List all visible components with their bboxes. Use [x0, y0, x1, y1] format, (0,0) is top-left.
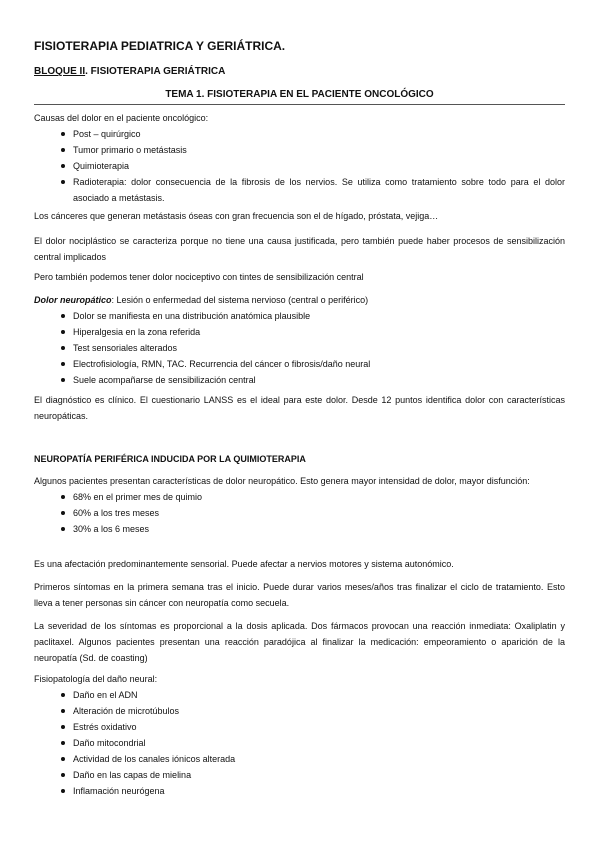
list-item: Daño en las capas de mielina — [34, 767, 565, 783]
list-item: 68% en el primer mes de quimio — [34, 489, 565, 505]
incidence-list — [34, 489, 565, 537]
list-item: Tumor primario o metástasis — [34, 142, 565, 158]
paragraph-nociplastic: El dolor nociplástico se caracteriza porque no tiene una causa justificada, pero también puede haber procesos de sensibilización central implicados — [34, 236, 565, 262]
list-item: 30% a los 6 meses — [34, 521, 565, 537]
pathophysiology-list — [34, 687, 565, 799]
list-item: Daño en el ADN — [34, 687, 565, 703]
causes-section — [34, 110, 565, 206]
list-item: Daño mitocondrial — [34, 735, 565, 751]
list-item: Post – quirúrgico — [34, 126, 565, 142]
list-item: Suele acompañarse de sensibilización central — [34, 372, 565, 388]
pathophysiology-section — [34, 671, 565, 799]
list-item: 60% a los tres meses — [34, 505, 565, 521]
neuropathic-definition: : Lesión o enfermedad del sistema nervioso (central o periférico) — [111, 295, 369, 305]
cipn-intro: Algunos pacientes presentan características de dolor neuropático. Esto genera mayor intensidad de dolor, mayor disfunción: — [34, 476, 530, 486]
list-item: Hiperalgesia en la zona referida — [34, 324, 565, 340]
section-heading: NEUROPATÍA PERIFÉRICA INDUCIDA POR LA QUIMIOTERAPIA — [34, 454, 306, 464]
paragraph-symptoms: Primeros síntomas en la primera semana tras el inicio. Puede durar varios meses/años tras finalizar el ciclo de tratamiento. Esto lleva a tener personas sin cáncer con neuropatía como secuela. — [34, 582, 565, 608]
list-item: Actividad de los canales iónicos alterada — [34, 751, 565, 767]
heading-rule — [34, 104, 565, 105]
paragraph-sensory: Es una afectación predominantemente sensorial. Puede afectar a nervios motores y sistema autonómico. — [34, 559, 454, 569]
causes-intro: Causas del dolor en el paciente oncológico: — [34, 113, 209, 123]
list-item: Alteración de microtúbulos — [34, 703, 565, 719]
document-title: FISIOTERAPIA PEDIATRICA Y GERIÁTRICA. — [34, 39, 286, 53]
causes-list — [34, 126, 565, 206]
list-item: Radioterapia: dolor consecuencia de la fibrosis de los nervios. Se utiliza como tratamiento sobre todo para el dolor asociado a metástasis. — [34, 174, 565, 206]
topic-heading: TEMA 1. FISIOTERAPIA EN EL PACIENTE ONCOLÓGICO — [165, 89, 434, 100]
block-label: BLOQUE II — [34, 66, 86, 77]
block-title: . FISIOTERAPIA GERIÁTRICA — [85, 66, 226, 77]
list-item: Estrés oxidativo — [34, 719, 565, 735]
cipn-section — [34, 473, 565, 537]
neuropathic-term: Dolor neuropático — [34, 295, 112, 305]
list-item: Electrofisiología, RMN, TAC. Recurrencia del cáncer o fibrosis/daño neural — [34, 356, 565, 372]
paragraph-diagnosis: El diagnóstico es clínico. El cuestionario LANSS es el ideal para este dolor. Desde 12 puntos identifica dolor con características neuropáticas. — [34, 395, 565, 421]
neuropathic-section — [34, 292, 565, 388]
paragraph-nociceptive: Pero también podemos tener dolor nociceptivo con tintes de sensibilización central — [34, 272, 364, 282]
list-item: Inflamación neurógena — [34, 783, 565, 799]
list-item: Dolor se manifiesta en una distribución anatómica plausible — [34, 308, 565, 324]
list-item: Quimioterapia — [34, 158, 565, 174]
paragraph-metastasis: Los cánceres que generan metástasis óseas con gran frecuencia son el de hígado, próstata, vejiga… — [34, 211, 439, 221]
pathophysiology-intro: Fisiopatología del daño neural: — [34, 674, 158, 684]
neuropathic-list — [34, 308, 565, 388]
list-item: Test sensoriales alterados — [34, 340, 565, 356]
block-heading — [34, 64, 565, 80]
paragraph-severity: La severidad de los síntomas es proporcional a la dosis aplicada. Dos fármacos provocan una reacción inmediata: Oxaliplatin y paclitaxel. Algunos pacientes presentan una reacción paradójica al finalizar la medicación: empeoramiento o aparición de la neuropatía (Sd. de coasting) — [34, 621, 565, 663]
